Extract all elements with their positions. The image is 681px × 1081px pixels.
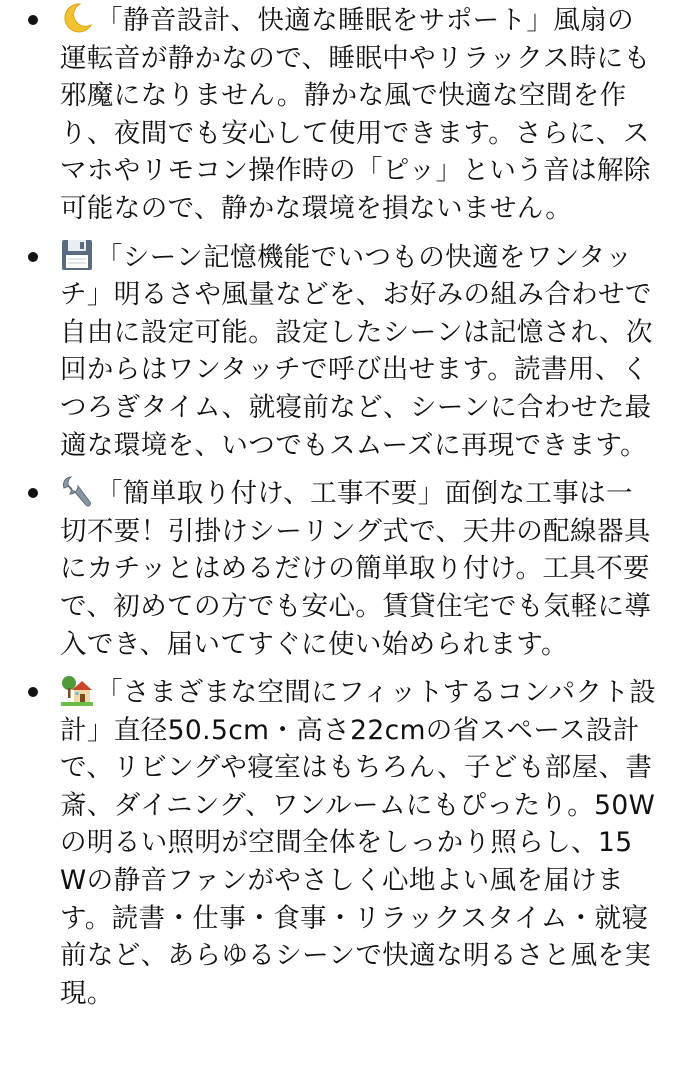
bullet-icon xyxy=(28,15,38,25)
list-item xyxy=(0,1,681,228)
item-text: 「簡単取り付け、工事不要」面倒な工事は一切不要！引掛けシーリング式で、天井の配線器具にカチッとはめるだけの簡単取り付け。工具不要で、初めての方でも安心。賃貸住宅でも気軽に導入でき、届いてすぐに使い始められます。 xyxy=(60,478,652,660)
list-item xyxy=(0,474,681,663)
item-text: 「シーン記憶機能でいつもの快適をワンタッチ」明るさや風量などを、お好みの組み合わせで自由に設定可能。設定したシーンは記憶され、次回からはワンタッチで呼び出せます。読書用、くつろぎタイム、就寝前など、シーンに合わせた最適な環境を、いつでもスムーズに再現できます。 xyxy=(60,241,653,461)
bullet-icon xyxy=(28,687,38,697)
list-item xyxy=(0,238,681,465)
floppy-disk-icon xyxy=(60,238,94,272)
feature-list xyxy=(0,1,681,1012)
crescent-moon-icon xyxy=(60,1,94,35)
house-with-garden-icon xyxy=(60,673,94,707)
item-text: 「さまざまな空間にフィットするコンパクト設計」直径50.5cm・高さ22cmの省スペース設計で、リビングや寝室はもちろん、子ども部屋、書斎、ダイニング、ワンルームにもぴったり。50Wの明るい照明が空間全体をしっかり照らし、15Wの静音ファンがやさしく心地よい風を届けます。読書・仕事・食事・リラックスタイム・就寝前など、あらゆるシーンで快適な明るさと風を実現。 xyxy=(60,677,657,1009)
item-text: 「静音設計、快適な睡眠をサポート」風扇の運転音が静かなので、睡眠中やリラックス時にも邪魔になりません。静かな風で快適な空間を作り、夜間でも安心して使用できます。さらに、スマホやリモコン操作時の「ピッ」という音は解除可能なので、静かな環境を損ないません。 xyxy=(60,5,651,224)
wrench-icon xyxy=(60,474,94,508)
bullet-icon xyxy=(28,252,38,262)
bullet-icon xyxy=(28,488,38,498)
list-item xyxy=(0,673,681,1012)
